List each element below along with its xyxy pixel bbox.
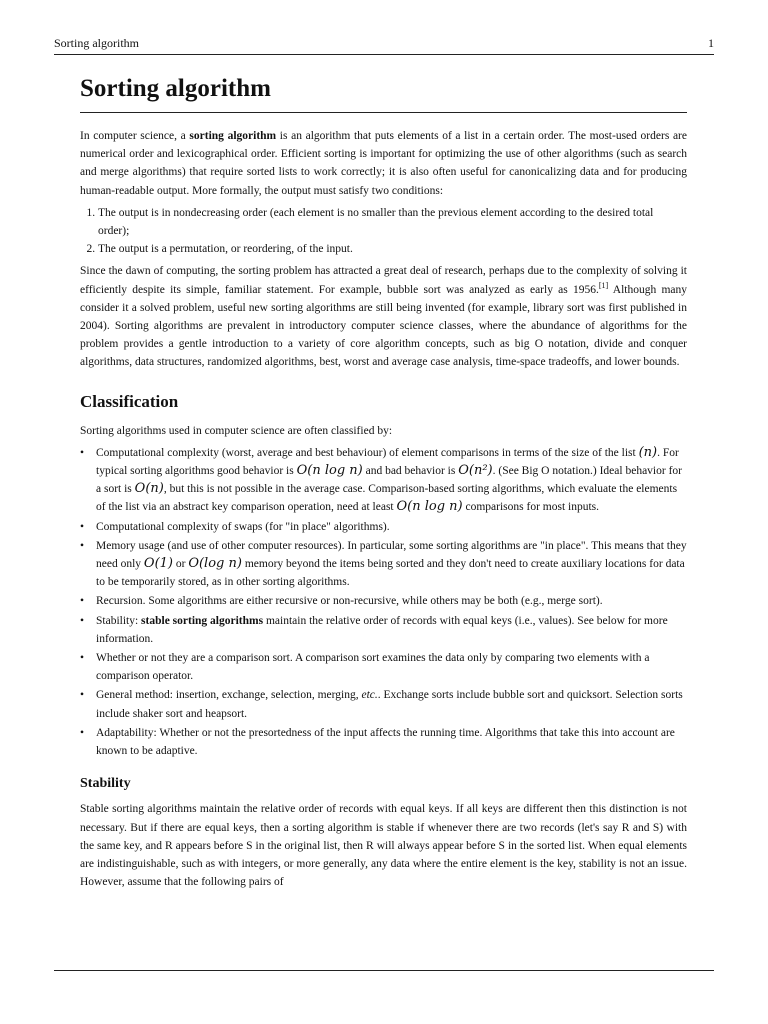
list-item: • Recursion. Some algorithms are either recursive or non-recursive, while others may be both (e.g., merge sort). xyxy=(96,592,687,610)
math-formula: O(n) xyxy=(134,481,164,497)
intro-paragraph: In computer science, a sorting algorithm is an algorithm that puts elements of a list in a certain order. The most-used orders are numerical order and lexicographical order. Efficient sorting is important for optimizing the use of other algorithms (such as search and merge algorithms) that require sorted lists to work correctly; it is also often useful for canonicalizing data and for producing human-readable output. More formally, the output must satisfy two conditions: xyxy=(80,130,687,197)
term-sorting-algorithm: sorting algorithm xyxy=(189,130,277,142)
math-formula: (n) xyxy=(638,444,658,460)
running-title: Sorting algorithm xyxy=(54,36,139,50)
math-formula: O(log n) xyxy=(188,556,242,572)
list-item: 2. The output is a permutation, or reordering, of the input. xyxy=(98,240,687,258)
section-heading-stability: Stability xyxy=(80,776,131,792)
list-item: • Adaptability: Whether or not the presortedness of the input affects the running time. Algorithms that take this into account are known to be adaptive. xyxy=(96,724,687,760)
math-formula: O(1) xyxy=(143,556,173,572)
list-item: • General method: insertion, exchange, selection, merging, etc.. Exchange sorts include bubble sort and quicksort. Selection sorts include shaker sort and heapsort. xyxy=(96,686,687,722)
classification-lead: Sorting algorithms used in computer science are often classified by: xyxy=(80,424,393,437)
list-item: • Computational complexity of swaps (for "in place" algorithms). xyxy=(96,518,687,536)
classification-list xyxy=(80,444,687,760)
citation-link[interactable]: [1] xyxy=(598,280,609,290)
list-item: 1. The output is in nondecreasing order (each element is no smaller than the previous element according to the desired total order); xyxy=(98,204,687,240)
footer-rule xyxy=(54,970,714,971)
page-number: 1 xyxy=(708,36,714,50)
history-paragraph: Since the dawn of computing, the sorting problem has attracted a great deal of research, perhaps due to the complexity of solving it efficiently despite its simple, familiar statement. For example, bubble sort was analyzed as early as 1956.[1] Although many consider it a solved problem, useful new sorting algorithms are still being invented (for example, library sort was first published in 2004). Sorting algorithms are prevalent in introductory computer science classes, where the abundance of algorithms for the problem provides a gentle introduction to a variety of core algorithm concepts, such as big O notation, divide and conquer algorithms, data structures, randomized algorithms, best, worst and average case analysis, time-space tradeoffs, and lower bounds. xyxy=(80,265,687,369)
math-formula: O(n²) xyxy=(458,463,493,479)
math-formula: O(n log n) xyxy=(296,463,363,479)
math-formula: O(n log n) xyxy=(396,499,463,515)
term-stable-sorting: stable sorting algorithms xyxy=(141,614,264,627)
conditions-list xyxy=(80,204,687,259)
running-header xyxy=(54,36,714,55)
page-title: Sorting algorithm xyxy=(80,70,687,113)
article-body xyxy=(80,70,687,895)
list-item: • Memory usage (and use of other computer resources). In particular, some sorting algorithms are "in place". This means that they need only O(1) or O(log n) memory beyond the items being sorted and they don't need to create auxiliary locations for data to be temporarily stored, as in other sorting algorithms. xyxy=(96,537,687,592)
stability-paragraph: Stable sorting algorithms maintain the relative order of records with equal keys. If all keys are different then this distinction is not necessary. But if there are equal keys, then a sorting algorithm is stable if whenever there are two records (let's say R and S) with the same key, and R appears before S in the original list, then R will always appear before S in the sorted list. When equal elements are indistinguishable, such as with integers, or more generally, any data where the entire element is the key, stability is not an issue. However, assume that the following pairs of xyxy=(80,803,687,889)
list-item: • Computational complexity (worst, average and best behaviour) of element comparisons in terms of the size of the list (n). For typical sorting algorithms good behavior is O(n log n) and bad behavior is O(n²). (See Big O notation.) Ideal behavior for a sort is O(n), but this is not possible in the average case. Comparison-based sorting algorithms, which evaluate the elements of the list via an abstract key comparison operation, need at least O(n log n) comparisons for most inputs. xyxy=(96,444,687,517)
section-heading-classification: Classification xyxy=(80,391,179,411)
list-item: • Whether or not they are a comparison sort. A comparison sort examines the data only by comparing two elements with a comparison operator. xyxy=(96,649,687,685)
list-item: • Stability: stable sorting algorithms maintain the relative order of records with equal keys (i.e., values). See below for more information. xyxy=(96,612,687,648)
